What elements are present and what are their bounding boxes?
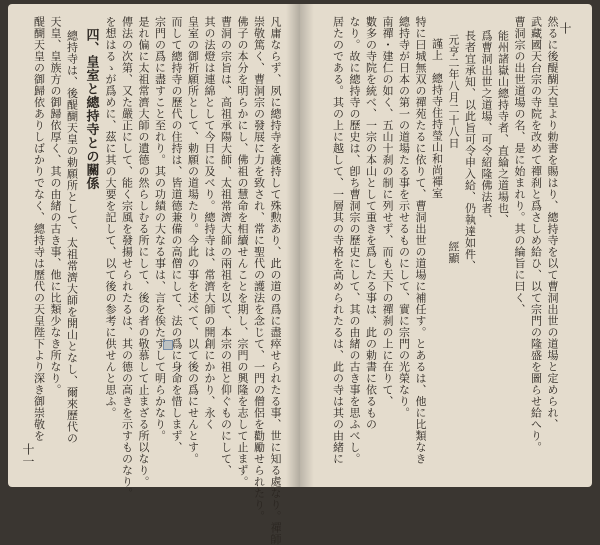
right-page (300, 4, 592, 487)
text-column: 其の法燈は連綿として今日に及べり。總持寺は、常濟大師の開創にかかり、永く (203, 16, 216, 430)
text-column: 總持寺は、後醍醐天皇の勅願所として、太祖常濟大師を開山となし、爾來歷代の (65, 30, 79, 444)
left-page-body (32, 16, 283, 545)
text-column: 長者宜承知、以此旨可令申入給、仍執達如件、 (463, 30, 477, 272)
text-column: 凡庸ならず、夙に總持寺を護持して殊勲あり、此の道の爲に盡瘁せられたる事、世に知る處なり。禪師 (269, 16, 282, 545)
text-column: 謹上 總持寺住持瑩山和尚禪室 (430, 38, 444, 199)
text-column: 崇敬篤く、曹洞宗の發展に力を致され、常に聖代の護法を念じて、一門の僧侶を勸勵せられたり。 (252, 16, 266, 522)
page-number: 十一 (21, 443, 35, 467)
text-column: 數多の寺院を統べ、一宗の本山として重きを爲したる事は、此の勅書に依るもの (364, 16, 378, 430)
text-column: 然るに後醍醐天皇より勅書を賜はり、總持寺を以て曹洞出世の道場と定められ、 (546, 16, 559, 430)
page-number: 十 (558, 22, 572, 34)
text-column: 能州諸嶽山總持寺者、直綸之道場也、 (496, 30, 510, 226)
text-column: 武藏國天台宗の寺院を改めて禪刹と爲さしめ給ひ、以て宗門の隆盛を圖らせ給へり。 (529, 16, 543, 453)
text-column: を想はるゝが爲めに、茲に其の大要を記して、以て後の参考に供せんと思ふ。 (104, 16, 117, 419)
text-column: 總持寺が日本の第一の道場たる事を示せるものにして、實に宗門の光榮なり。 (397, 16, 411, 419)
text-column: 是れ偏に太祖常濟大師の遺德の然らしむる所にして、後の者の敬慕して止まざる所以なり。 (137, 16, 150, 488)
text-column: 醍醐天皇の御歸依ありしばかりでなく、總持寺は歷代の天皇陛下より深き御崇敬を (32, 16, 46, 442)
text-column: 曹洞宗の出世道場の名、是に始まれり。其の綸旨に曰く、 (513, 16, 526, 315)
text-column: 南禪・建仁の如く、五山十刹の制に列せず、而も天下の禪刹の上に在りて、 (381, 16, 394, 407)
right-page-body (324, 16, 560, 465)
text-column: なり。故に總持寺の歷史は、卽ち曹洞宗の歷史にして、其の由緒の古き事を思ふべし。 (348, 16, 361, 465)
text-column: 而して總持寺の歷代の住持は、皆道德兼備の高僧にして、法の爲に身命を惜しまず、 (170, 16, 183, 453)
text-column: 曹洞の宗旨は、高祖承陽大師、太祖常濟大師の兩祖を以て、本宗の祖と仰ぐものにして、 (219, 16, 233, 476)
gutter-shadow (286, 4, 300, 487)
text-column: 宗門の爲に盡すこと至れり。其の功績の大なる事は、言を俟たずして明らかなり。 (153, 16, 167, 442)
book-spread (8, 4, 592, 545)
section-heading: 四、皇室と總持寺との關係 (83, 28, 99, 190)
text-column: 居たのである。其の上に越して、一層其の寺格を高められたるは、此の寺は其の由緒に (331, 16, 345, 465)
text-column: 特に曰城無双の禪苑たるに依りて、曹洞出世の道場に補任す。とあるは、他に比類なき (414, 16, 427, 465)
text-column: 傳法の次第、又た嚴正にして、能く宗風を發揚せられたるは、其の德の高きを示すものなり。 (120, 16, 134, 499)
library-stamp (163, 340, 173, 350)
text-column: 爲曹洞出世之道場、可令紹隆佛法者、 (480, 30, 493, 226)
gutter-shadow (300, 4, 314, 487)
text-column: 佛子の本分を明らかにし、佛祖の慧命を相續せんことを期し、宗門の興隆を志して止まず。 (236, 16, 249, 488)
text-column: 天皇、皇族方の御歸依厚く、其の由緒の古き事、他に比類少なき所なり。 (49, 16, 62, 396)
text-column: 元亨二年八月二十八日 經顯 (447, 34, 460, 264)
text-column: 皇室の御祈願所として、勅願の道場たり。今此の事を述べて、以て後の爲にせんとす。 (186, 16, 200, 465)
left-page (8, 4, 300, 545)
